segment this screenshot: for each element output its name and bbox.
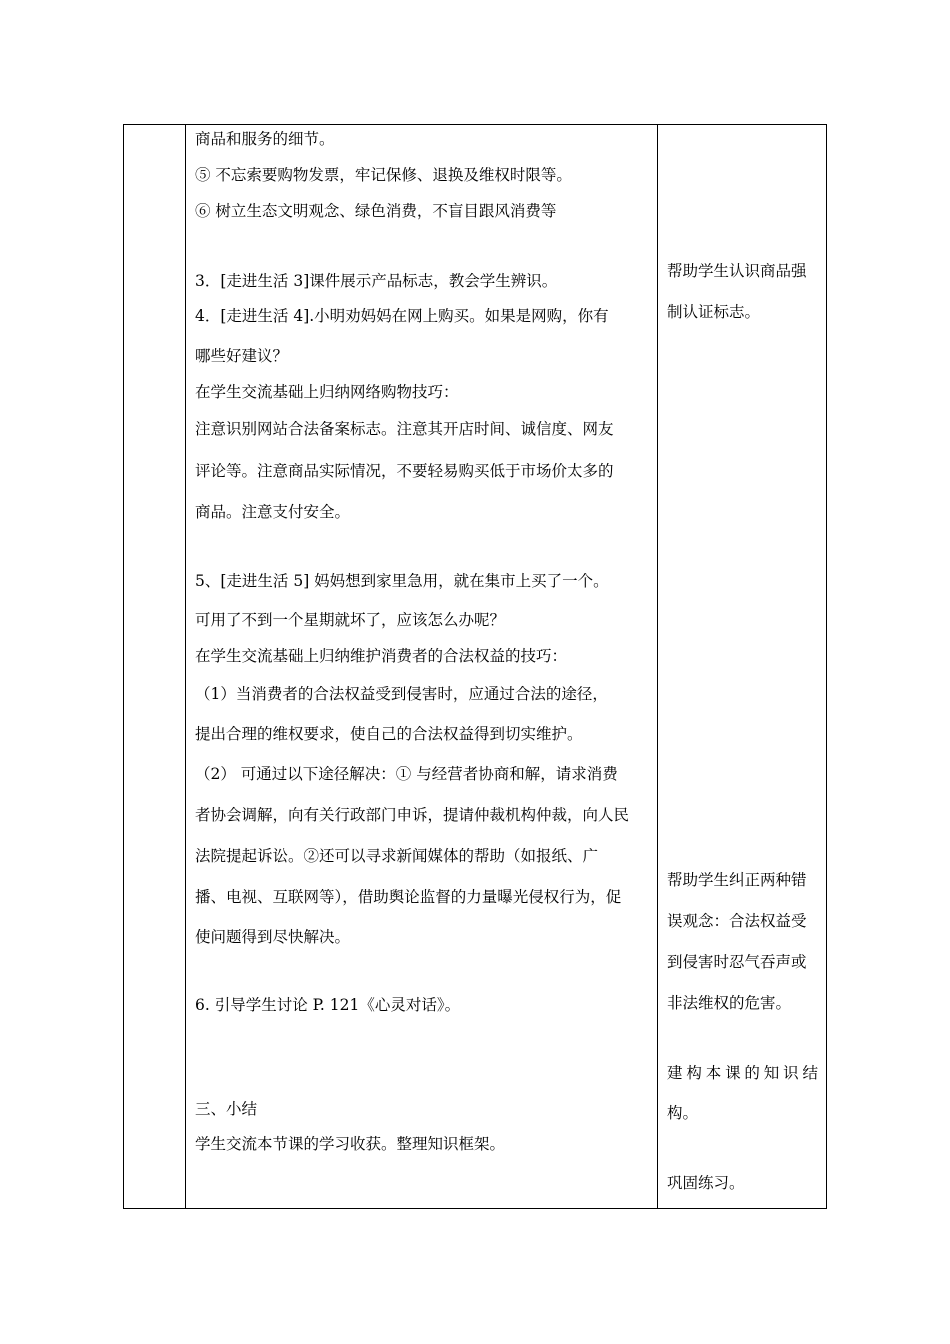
- lesson-table: [123, 124, 827, 1209]
- main-text-line: ⑥ 树立生态文明观念、绿色消费，不盲目跟风消费等: [195, 202, 557, 220]
- section-heading: 三、小结: [195, 1100, 258, 1118]
- note-text-line: 误观念：合法权益受: [667, 912, 807, 930]
- column-divider-right: [657, 125, 658, 1208]
- main-text-line: 者协会调解，向有关行政部门申诉，提请仲裁机构仲裁，向人民: [195, 806, 630, 824]
- note-text-line: 到侵害时忍气吞声或: [667, 953, 807, 971]
- main-text-line: （2） 可通过以下途径解决：① 与经营者协商和解，请求消费: [195, 765, 618, 783]
- main-text-line: 商品和服务的细节。: [195, 130, 335, 148]
- teaching-process-cell: [195, 125, 650, 1208]
- main-text-line: （1）当消费者的合法权益受到侵害时，应通过合法的途径，: [195, 685, 608, 703]
- main-text-line: 使问题得到尽快解决。: [195, 928, 351, 946]
- note-text-line: [667, 1063, 818, 1083]
- main-text-line: 播、电视、互联网等），借助舆论监督的力量曝光侵权行为，促: [195, 888, 622, 906]
- column-divider-left: [185, 125, 186, 1208]
- main-text-line: 商品。注意支付安全。: [195, 503, 351, 521]
- main-text-line: 4．[走进生活 4].小明劝妈妈在网上购买。如果是网购，你有: [195, 307, 609, 325]
- main-text-line: 法院提起诉讼。②还可以寻求新闻媒体的帮助（如报纸、广: [195, 847, 599, 865]
- note-text-line: 非法维权的危害。: [667, 994, 792, 1012]
- main-text-line: 6. 引导学生讨论 P. 121《心灵对话》。: [195, 996, 461, 1014]
- main-text-line: 评论等。注意商品实际情况，不要轻易购买低于市场价太多的: [195, 462, 614, 480]
- design-intent-cell: [667, 125, 823, 1208]
- main-text-line: 在学生交流基础上归纳网络购物技巧：: [195, 383, 459, 401]
- main-text-line: 学生交流本节课的学习收获。整理知识框架。: [195, 1135, 506, 1153]
- main-text-line: 5、[走进生活 5] 妈妈想到家里急用，就在集市上买了一个。: [195, 572, 609, 590]
- note-text-line: 帮助学生纠正两种错: [667, 871, 807, 889]
- main-text-line: 提出合理的维权要求，使自己的合法权益得到切实维护。: [195, 725, 583, 743]
- note-text-line: 帮助学生认识商品强: [667, 262, 807, 280]
- main-text-line: ⑤ 不忘索要购物发票，牢记保修、退换及维权时限等。: [195, 166, 572, 184]
- main-text-line: 可用了不到一个星期就坏了，应该怎么办呢？: [195, 611, 506, 629]
- note-text-line: 巩固练习。: [667, 1174, 745, 1192]
- main-text-line: 3．[走进生活 3]课件展示产品标志，教会学生辨识。: [195, 272, 558, 290]
- note-text-line: 制认证标志。: [667, 303, 761, 321]
- main-text-line: 哪些好建议？: [195, 347, 289, 365]
- note-text-line: 构。: [667, 1104, 699, 1122]
- note-text-justified: 建构本课的知识结: [667, 1064, 818, 1082]
- main-text-line: 注意识别网站合法备案标志。注意其开店时间、诚信度、网友: [195, 420, 614, 438]
- main-text-line: 在学生交流基础上归纳维护消费者的合法权益的技巧：: [195, 647, 568, 665]
